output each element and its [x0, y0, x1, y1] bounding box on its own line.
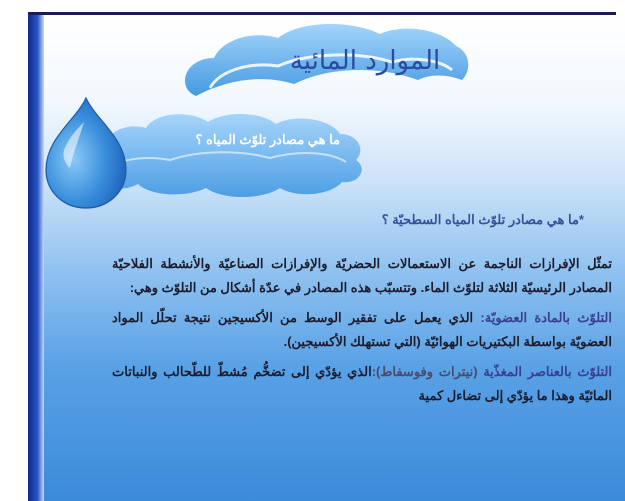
question-text: ما هي مصادر تلوّث المياه ؟ [195, 132, 340, 147]
nutrient-pollution-parenthetical: (نيترات وفوسفاط): [371, 364, 484, 379]
water-drop-icon [46, 98, 126, 208]
intro-paragraph: تمثّل الإفرازات الناجمة عن الاستعمالات الحضريّة والإفرازات الصناعيّة والأنشطة الفلاحيّة المصادر الرئيسيّة الثلاثة لتلوّث الماء. وتتسبّب هذه المصادر في عدّة أشكال من التلوّث وهي: [112, 256, 612, 295]
organic-pollution-body: الذي يعمل على تفقير الوسط من الأكسيجين نتيجة تحلّل المواد العضويّة بواسطة البكتيريات الهوائيّة (التي تستهلك الأكسيجين). [112, 310, 612, 349]
section-subheading: *ما هي مصادر تلوّث المياه السطحيّة ؟ [381, 212, 584, 227]
nutrient-pollution-body: الذي يؤدّي إلى تضخُّم مُشطّ للطّحالب والنباتات المائيّة وهذا ما يؤدّي إلى تضاءل كمية [112, 364, 612, 403]
nutrient-pollution-paragraph [112, 360, 612, 408]
organic-pollution-term: التلوّث بالمادة العضويّة: [480, 310, 612, 325]
question-cloud [86, 114, 362, 197]
page-title: الموارد المائية [289, 46, 441, 76]
organic-pollution-paragraph [112, 306, 612, 354]
content-body [112, 212, 612, 414]
nutrient-pollution-term: التلوّث بالعناصر المغذّية [483, 364, 612, 379]
